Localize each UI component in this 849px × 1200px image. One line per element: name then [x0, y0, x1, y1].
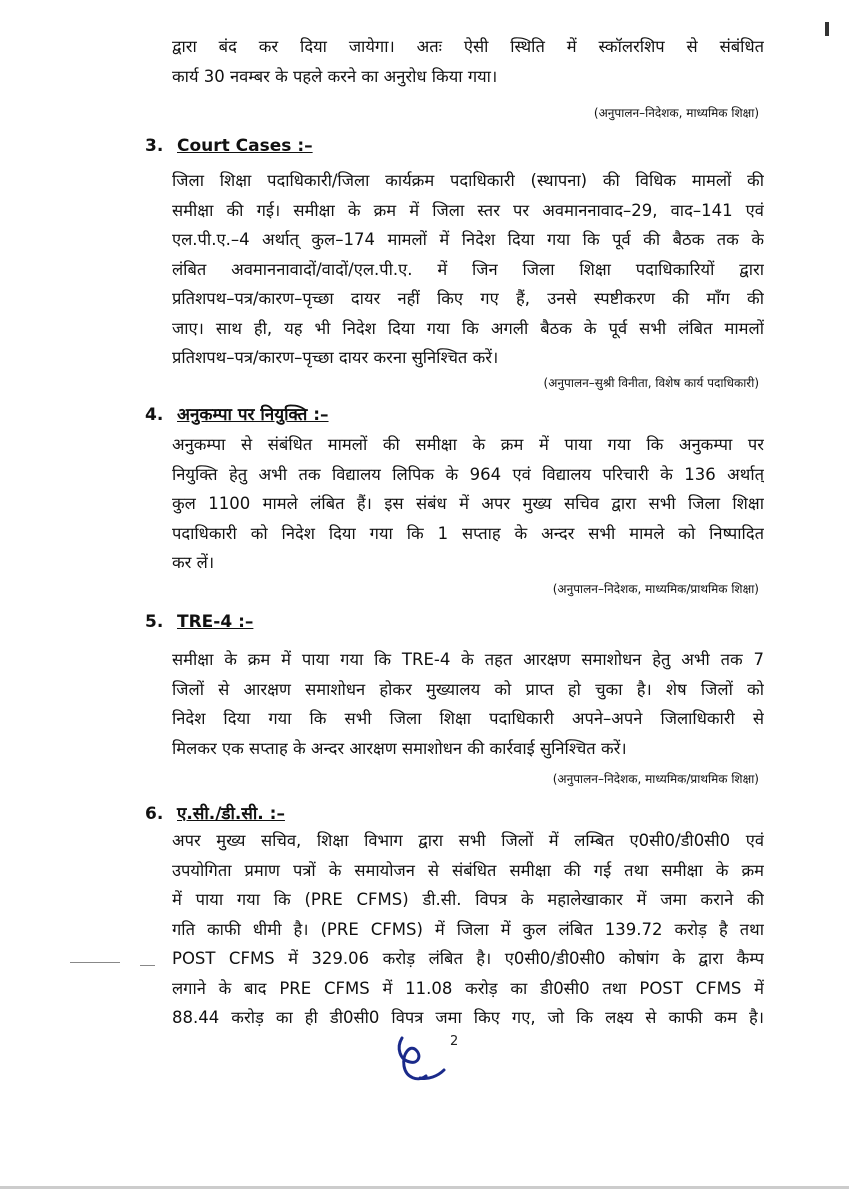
- paragraph-line: प्रतिशपथ–पत्र/कारण–पृच्छा दायर करना सुनिश्चित करें।: [172, 348, 499, 367]
- intro-line-2: कार्य 30 नवम्बर के पहले करने का अनुरोध किया गया।: [172, 66, 498, 86]
- paragraph-line: लगाने के बाद PRE CFMS में 11.08 करोड़ का डी0सी0 तथा POST CFMS में: [172, 978, 764, 998]
- section-6-heading: [145, 801, 285, 824]
- paragraph-line: अपर मुख्य सचिव, शिक्षा विभाग द्वारा सभी जिलों में लम्बित ए0सी0/डी0सी0 एवं: [172, 831, 764, 850]
- section-5-paragraph: [172, 645, 764, 763]
- section-number: 6.: [145, 804, 164, 824]
- paragraph-line: कुल 1100 मामले लंबित हैं। इस संबंध में अपर मुख्य सचिव द्वारा सभी जिला शिक्षा: [172, 494, 764, 513]
- paragraph-line: पदाधिकारी को निदेश दिया गया कि 1 सप्ताह के अन्दर सभी मामले को निष्पादित: [172, 523, 764, 543]
- page-number: 2: [450, 1034, 459, 1049]
- paragraph-line: अनुकम्पा से संबंधित मामलों की समीक्षा के क्रम में पाया गया कि अनुकम्पा पर: [172, 435, 764, 454]
- section-3-compliance: (अनुपालन–सुश्री विनीता, विशेष कार्य पदाधिकारी): [543, 376, 759, 390]
- intro-paragraph: [172, 32, 764, 91]
- section-6-paragraph: [172, 826, 764, 1033]
- paragraph-line: समीक्षा के क्रम में पाया गया कि TRE-4 के तहत आरक्षण समाशोधन हेतु अभी तक 7: [172, 650, 764, 669]
- scan-mark: [140, 965, 155, 966]
- section-4-heading: [145, 402, 329, 425]
- paragraph-line: निदेश दिया गया कि सभी जिला शिक्षा पदाधिकारी अपने–अपने जिलाधिकारी से: [172, 709, 764, 728]
- paragraph-line: गति काफी धीमी है। (PRE CFMS) में जिला में कुल लंबित 139.72 करोड़ है तथा: [172, 919, 764, 939]
- handwritten-initial-icon: [392, 1030, 462, 1086]
- section-5-compliance: (अनुपालन–निदेशक, माध्यमिक/प्राथमिक शिक्षा): [552, 772, 759, 786]
- section-title: ए.सी./डी.सी. :–: [177, 804, 285, 824]
- paragraph-line: प्रतिशपथ–पत्र/कारण–पृच्छा दायर नहीं किए गए हैं, उनसे स्पष्टीकरण की माँग की: [172, 289, 764, 308]
- paragraph-line: मिलकर एक सप्ताह के अन्दर आरक्षण समाशोधन की कार्रवाई सुनिश्चित करें।: [172, 738, 627, 758]
- section-title: Court Cases :–: [177, 136, 313, 156]
- intro-line-1: द्वारा बंद कर दिया जायेगा। अतः ऐसी स्थिति में स्कॉलरशिप से संबंधित: [172, 37, 764, 56]
- section-title: अनुकम्पा पर नियुक्ति :–: [177, 405, 329, 425]
- section-title: TRE-4 :–: [177, 612, 254, 632]
- paragraph-line: 88.44 करोड़ का ही डी0सी0 विपत्र जमा किए गए, जो कि लक्ष्य से काफी कम है।: [172, 1008, 764, 1027]
- paragraph-line: उपयोगिता प्रमाण पत्रों के समायोजन से संबंधित समीक्षा की गई तथा समीक्षा के क्रम: [172, 860, 764, 880]
- paragraph-line: एल.पी.ए.–4 अर्थात् कुल–174 मामलों में निदेश दिया गया कि पूर्व की बैठक तक के: [172, 230, 764, 249]
- section-number: 4.: [145, 405, 164, 425]
- paragraph-line: जिला शिक्षा पदाधिकारी/जिला कार्यक्रम पदाधिकारी (स्थापना) की विधिक मामलों की: [172, 171, 764, 190]
- section-3-paragraph: [172, 166, 764, 373]
- paragraph-line: जिलों से आरक्षण समाशोधन होकर मुख्यालय को प्राप्त हो चुका है। शेष जिलों को: [172, 679, 764, 699]
- paragraph-line: POST CFMS में 329.06 करोड़ लंबित है। ए0सी0/डी0सी0 कोषांग के द्वारा कैम्प: [172, 949, 764, 968]
- section-4-paragraph: [172, 430, 764, 578]
- scan-mark: [825, 22, 829, 36]
- section-number: 5.: [145, 612, 164, 632]
- paragraph-line: में पाया गया कि (PRE CFMS) डी.सी. विपत्र के महालेखाकार में जमा कराने की: [172, 890, 764, 909]
- paragraph-line: नियुक्ति हेतु अभी तक विद्यालय लिपिक के 964 एवं विद्यालय परिचारी के 136 अर्थात्: [172, 464, 764, 484]
- section-5-heading: [145, 612, 253, 632]
- section-number: 3.: [145, 136, 164, 156]
- paragraph-line: समीक्षा की गई। समीक्षा के क्रम में जिला स्तर पर अवमाननावाद–29, वाद–141 एवं: [172, 200, 764, 220]
- page-edge: [0, 1186, 849, 1189]
- scan-mark: [70, 962, 120, 963]
- paragraph-line: लंबित अवमाननावादों/वादों/एल.पी.ए. में जिन जिला शिक्षा पदाधिकारियों द्वारा: [172, 259, 764, 279]
- paragraph-line: कर लें।: [172, 553, 215, 572]
- paragraph-line: जाए। साथ ही, यह भी निदेश दिया गया कि अगली बैठक के पूर्व सभी लंबित मामलों: [172, 318, 764, 338]
- section-3-heading: [145, 136, 313, 156]
- section-4-compliance: (अनुपालन–निदेशक, माध्यमिक/प्राथमिक शिक्षा): [552, 582, 759, 596]
- intro-compliance: (अनुपालन–निदेशक, माध्यमिक शिक्षा): [593, 106, 759, 120]
